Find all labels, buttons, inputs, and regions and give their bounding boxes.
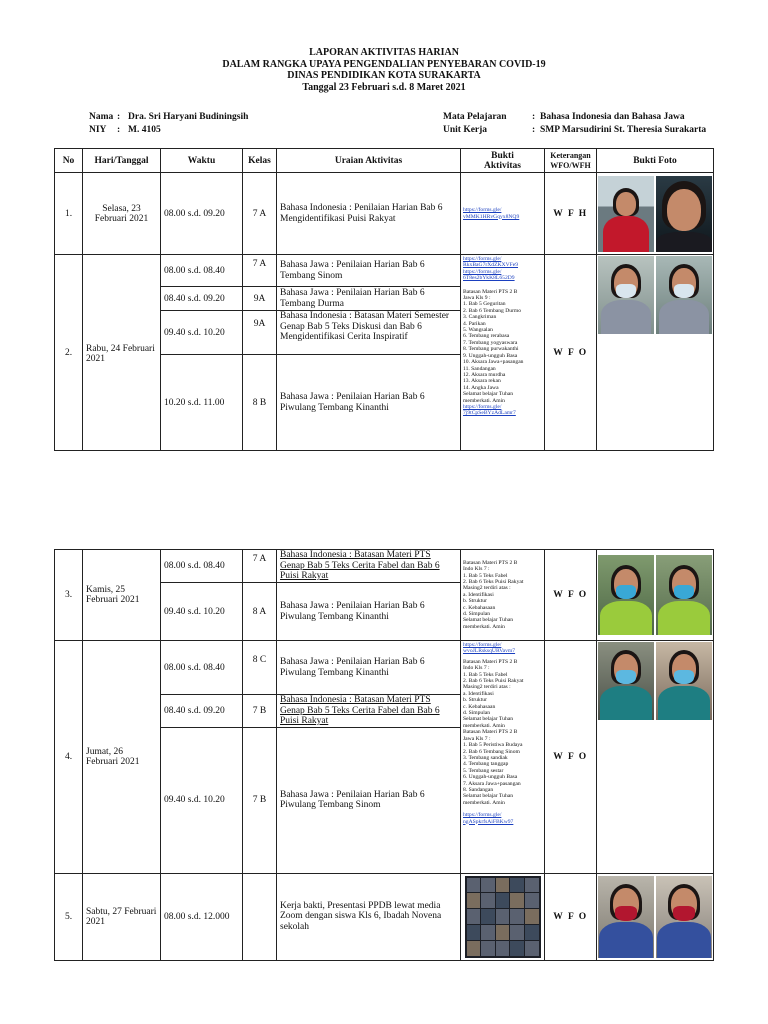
row-kelas <box>243 873 277 960</box>
table-row <box>55 641 714 695</box>
report-agency: DINAS PENDIDIKAN KOTA SURAKARTA <box>287 70 481 81</box>
row-bukti <box>461 550 545 641</box>
bukti-text: 6. Tembang rerabasa <box>463 333 510 340</box>
row-kelas: 8 C <box>243 641 277 695</box>
bukti-text: 13. Aksara rekan <box>463 378 501 385</box>
bukti-link[interactable]: ngASpkrfsAiFBKw97 <box>463 818 514 825</box>
bukti-text: Masing2 terdiri atas : <box>463 684 511 691</box>
bukti-text: 7. Tembang yogyaswara <box>463 339 518 346</box>
row-waktu: 09.40 s.d. 10.20 <box>161 311 243 355</box>
row-hari: Sabtu, 27 Februari 2021 <box>83 873 161 960</box>
row-kelas: 7 A <box>243 255 277 287</box>
row-waktu: 08.00 s.d. 08.40 <box>161 641 243 695</box>
row-foto <box>597 641 714 874</box>
row-kelas: 7 A <box>243 173 277 255</box>
row-kelas: 7 B <box>243 695 277 728</box>
bukti-text: c. Kebahasaan <box>463 703 496 710</box>
bukti-link[interactable]: 6T8es2bYkK8L652D9 <box>463 275 515 282</box>
niy-value: M. 4105 <box>128 125 161 135</box>
report-date: Tanggal 23 Februari s.d. 8 Maret 2021 <box>302 81 466 93</box>
bukti-text: Jawa Kls 9 : <box>463 295 491 302</box>
person-photo <box>598 876 654 958</box>
bukti-text: 3. Cangkriman <box>463 314 497 321</box>
person-photo <box>656 176 712 252</box>
sep: : <box>532 112 536 122</box>
row-uraian: Bahasa Jawa : Penilaian Harian Bab 6 Piwulang Tembang Kinanthi <box>277 641 461 695</box>
table-row <box>55 255 714 287</box>
table-row <box>55 173 714 255</box>
bukti-link[interactable]: https://forms.gle/ <box>463 403 502 410</box>
person-photo <box>598 555 654 635</box>
row-no: 5. <box>55 873 83 960</box>
bukti-text: Jawa Kls 7 : <box>463 735 491 742</box>
row-waktu: 10.20 s.d. 11.00 <box>161 355 243 451</box>
col-ket-1: Keterangan <box>550 150 591 160</box>
bukti-text: 5. Wangsalan <box>463 327 493 334</box>
row-hari: Selasa, 23 Februari 2021 <box>83 173 161 255</box>
table-row <box>55 550 714 583</box>
col-ket-2: WFO/WFH <box>550 160 591 170</box>
row-waktu: 08.40 s.d. 09.20 <box>161 287 243 311</box>
row-hari: Rabu, 24 Februari 2021 <box>83 255 161 451</box>
bukti-text: Batasan Materi PTS 2 B <box>463 658 518 665</box>
row-foto <box>597 173 714 255</box>
col-ket <box>545 149 597 173</box>
row-no: 1. <box>55 173 83 255</box>
row-ket: W F H <box>545 173 597 255</box>
bukti-text: a. Identifikasi <box>463 690 494 697</box>
bukti-link[interactable]: https://forms.gle/ <box>463 812 502 819</box>
bukti-text: Selamat belajar Tuhan <box>463 391 514 398</box>
bukti-text: b. Struktur <box>463 598 487 605</box>
bukti-text: Selamat belajar Tuhan <box>463 716 514 723</box>
person-photo <box>656 555 712 635</box>
col-bukti <box>461 149 545 173</box>
sep: : <box>532 125 536 135</box>
activity-table-page2 <box>54 549 714 961</box>
bukti-text: 1. Bab 5 Geguritan <box>463 301 506 308</box>
col-kelas: Kelas <box>243 149 277 173</box>
bukti-link[interactable]: RkxBaG7rXdZKXVFe9 <box>463 262 519 269</box>
bukti-text: Selamat belajar Tuhan <box>463 617 514 624</box>
row-uraian: Bahasa Jawa : Penilaian Harian Bab 6 Piwulang Tembang Sinom <box>277 727 461 873</box>
photo-group <box>597 255 713 335</box>
row-uraian: Bahasa Jawa : Penilaian Harian Bab 6 Tembang Durma <box>277 287 461 311</box>
row-kelas: 7 B <box>243 727 277 873</box>
row-no: 3. <box>55 550 83 641</box>
photo-group <box>597 554 713 636</box>
mapel-value: Bahasa Indonesia dan Bahasa Jawa <box>540 112 685 122</box>
bukti-text: Batasan Materi PTS 2 B <box>463 559 518 566</box>
bukti-text: memberkati. Amin <box>463 397 505 404</box>
bukti-text: 12. Aksara murdha <box>463 371 506 378</box>
bukti-text: memberkati. Amin <box>463 623 505 630</box>
row-hari: Jumat, 26 Februari 2021 <box>83 641 161 874</box>
sep: : <box>117 112 121 122</box>
bukti-text: Selamat belajar Tuhan <box>463 793 514 800</box>
row-waktu: 08.00 s.d. 09.20 <box>161 173 243 255</box>
col-foto: Bukti Foto <box>597 149 714 173</box>
bukti-text: memberkati. Amin <box>463 722 505 729</box>
bukti-link[interactable]: vMMK1HRvGqyx8NQ9 <box>463 213 520 220</box>
row-uraian: Bahasa Indonesia : Batasan Materi PTS Genap Bab 5 Teks Cerita Fabel dan Bab 6 Puisi Rakyat <box>277 550 461 583</box>
row-waktu: 08.00 s.d. 08.40 <box>161 255 243 287</box>
nama-value: Dra. Sri Haryani Budiningsih <box>128 112 249 122</box>
bukti-link[interactable]: 7j9tCpSeBYzAdLamr7 <box>463 410 516 417</box>
bukti-text: c. Kebahasaan <box>463 604 496 611</box>
person-photo <box>656 642 712 720</box>
col-uraian: Uraian Aktivitas <box>277 149 461 173</box>
bukti-text: b. Struktur <box>463 697 487 704</box>
zoom-meeting-screenshot <box>465 876 541 958</box>
row-waktu: 09.40 s.d. 10.20 <box>161 583 243 641</box>
col-bukti-2: Aktivitas <box>484 160 521 171</box>
bukti-text: d. Simpulan <box>463 710 491 717</box>
bukti-text: 10. Aksara Jawa+pasangan <box>463 359 524 366</box>
col-waktu: Waktu <box>161 149 243 173</box>
col-no: No <box>55 149 83 173</box>
row-uraian: Bahasa Indonesia : Batasan Materi Semester Genap Bab 5 Teks Diskusi dan Bab 6 Mengidentifikasi Cerita Inspiratif <box>277 311 461 355</box>
row-foto <box>597 255 714 451</box>
row-uraian: Bahasa Jawa : Penilaian Harian Bab 6 Tembang Sinom <box>277 255 461 287</box>
person-photo <box>656 256 712 334</box>
bukti-text: 4. Parikan <box>463 320 486 327</box>
bukti-text: 2. Bab 6 Tembang Durmo <box>463 307 522 314</box>
bukti-text: 2. Bab 6 Teks Puisi Rakyat <box>463 678 524 685</box>
row-kelas: 9A <box>243 311 277 355</box>
row-uraian: Bahasa Indonesia : Penilaian Harian Bab 6 Mengidentifikasi Puisi Rakyat <box>277 173 461 255</box>
nama-label: Nama <box>89 112 114 122</box>
bukti-text: Masing2 terdiri atas : <box>463 585 511 592</box>
col-hari: Hari/Tanggal <box>83 149 161 173</box>
row-kelas: 7 A <box>243 550 277 583</box>
row-bukti <box>461 255 545 451</box>
bukti-link[interactable]: https://forms.gle/ <box>463 642 502 648</box>
unit-value: SMP Marsudirini St. Theresia Surakarta <box>540 125 707 135</box>
row-waktu: 09.40 s.d. 10.20 <box>161 727 243 873</box>
bukti-text: Indo Kls 7 : <box>463 665 490 672</box>
bukti-text: d. Simpulan <box>463 611 491 618</box>
row-bukti <box>461 641 545 874</box>
bukti-text: 6. Unggah-ungguh Basa <box>463 774 518 781</box>
bukti-text: 14. Angka Jawa <box>463 384 499 391</box>
row-bukti <box>461 873 545 960</box>
niy-label: NIY <box>89 125 107 135</box>
bukti-text: 8. Tembang purwakanthi <box>463 346 519 353</box>
row-no: 4. <box>55 641 83 874</box>
bukti-text: 9. Unggah-ungguh Basa <box>463 352 518 359</box>
photo-group <box>597 175 713 253</box>
row-uraian: Bahasa Jawa : Penilaian Harian Bab 6 Piwulang Tembang Kinanthi <box>277 355 461 451</box>
col-bukti-1: Bukti <box>491 150 514 161</box>
bukti-text: 3. Tembang sandiak <box>463 754 508 761</box>
row-uraian: Bahasa Indonesia : Batasan Materi PTS Genap Bab 5 Teks Cerita Fabel dan Bab 6 Puisi Rakyat <box>277 695 461 728</box>
row-waktu: 08.00 s.d. 08.40 <box>161 550 243 583</box>
bukti-link[interactable]: wvoJLRsksqURVavm7 <box>463 648 516 655</box>
row-foto <box>597 873 714 960</box>
report-title-block <box>0 47 768 93</box>
bukti-link[interactable]: https://forms.gle/ <box>463 268 502 275</box>
bukti-link[interactable]: https://forms.gle/ <box>463 207 502 214</box>
report-title: LAPORAN AKTIVITAS HARIAN <box>309 47 459 58</box>
bukti-text: 1. Bab 5 Teks Fabel <box>463 671 508 678</box>
row-ket: W F O <box>545 641 597 874</box>
identity-left <box>89 111 248 137</box>
bukti-text: 2. Bab 6 Teks Puisi Rakyat <box>463 578 524 585</box>
bukti-text: 1. Bab 5 Peristiwa Budaya <box>463 742 523 749</box>
bukti-text: memberkati. Amin <box>463 799 505 806</box>
row-bukti <box>461 173 545 255</box>
header-row <box>55 149 714 173</box>
bukti-link[interactable]: https://forms.gle/ <box>463 256 502 262</box>
bukti-text: 1. Bab 5 Teks Fabel <box>463 572 508 579</box>
row-waktu: 08.00 s.d. 12.000 <box>161 873 243 960</box>
person-photo <box>598 176 654 252</box>
bukti-text: 4. Tembang tanggap <box>463 761 509 768</box>
row-ket: W F O <box>545 550 597 641</box>
row-waktu: 08.40 s.d. 09.20 <box>161 695 243 728</box>
bukti-text: 11. Sandangan <box>463 365 496 372</box>
row-uraian: Bahasa Jawa : Penilaian Harian Bab 6 Piwulang Tembang Kinanthi <box>277 583 461 641</box>
bukti-text: a. Identifikasi <box>463 591 494 598</box>
row-ket: W F O <box>545 873 597 960</box>
bukti-text: 2. Bab 6 Tembang Sinom <box>463 748 520 755</box>
bukti-text: 5. Tembang sestar <box>463 767 504 774</box>
person-photo <box>656 876 712 958</box>
unit-label: Unit Kerja <box>443 125 488 135</box>
bukti-text: Batasan Materi PTS 2 B <box>463 288 518 295</box>
table-row <box>55 873 714 960</box>
row-foto <box>597 550 714 641</box>
row-kelas: 8 B <box>243 355 277 451</box>
bukti-text: Indo Kls 7 : <box>463 566 490 573</box>
photo-group <box>597 641 713 721</box>
sep: : <box>117 125 121 135</box>
row-ket: W F O <box>545 255 597 451</box>
row-kelas: 9A <box>243 287 277 311</box>
row-kelas: 8 A <box>243 583 277 641</box>
person-photo <box>598 256 654 334</box>
row-hari: Kamis, 25 Februari 2021 <box>83 550 161 641</box>
mapel-label: Mata Pelajaran <box>443 112 507 122</box>
row-uraian: Kerja bakti, Presentasi PPDB lewat media Zoom dengan siswa Kls 6, Ibadah Novena sekolah <box>277 873 461 960</box>
report-subtitle: DALAM RANGKA UPAYA PENGENDALIAN PENYEBARAN COVID-19 <box>222 58 546 70</box>
bukti-text: 8. Sandangan <box>463 786 494 793</box>
bukti-text: 7. Aksara Jawa+pasangan <box>463 780 521 787</box>
person-photo <box>598 642 654 720</box>
row-no: 2. <box>55 255 83 451</box>
bukti-text: Batasan Materi PTS 2 B <box>463 729 518 736</box>
identity-right <box>443 111 706 137</box>
photo-group <box>597 875 713 959</box>
activity-table-page1 <box>54 148 714 451</box>
